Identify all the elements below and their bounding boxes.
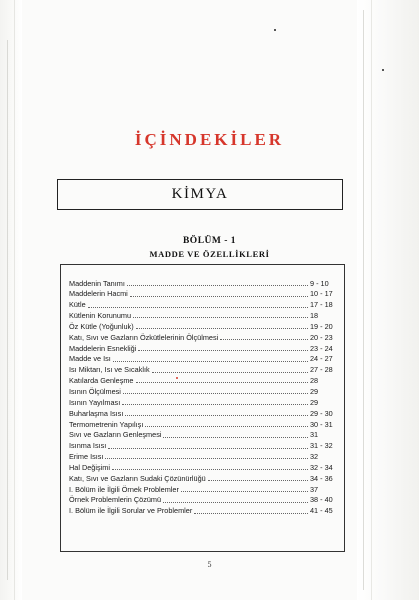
toc-entry-title: Madde ve Isı <box>69 354 111 364</box>
toc-entry-title: Erime Isısı <box>69 452 104 462</box>
toc-entry-pages: 34 - 36 <box>310 473 333 483</box>
toc-entry-pages: 32 <box>310 452 319 462</box>
dot-leader <box>163 437 308 438</box>
toc-entry-pages: 28 <box>310 376 319 386</box>
toc-entry-pages: 31 - 32 <box>310 441 333 451</box>
toc-entry <box>69 352 340 363</box>
toc-entry <box>69 363 340 374</box>
toc-entry <box>69 276 340 287</box>
toc-entry <box>69 384 340 395</box>
toc-entry <box>69 417 340 428</box>
dot-leader <box>105 458 308 459</box>
toc-entry-title: Isının Yayılması <box>69 397 121 407</box>
toc-entry-title: Hal Değişimi <box>69 462 110 472</box>
dot-leader <box>136 328 308 329</box>
dot-leader <box>194 513 308 514</box>
toc-entry-title: I. Bölüm ile İlgili Örnek Problemler <box>69 484 179 494</box>
dot-leader <box>112 469 308 470</box>
toc-entry-pages: 29 <box>310 386 319 396</box>
dot-leader <box>122 404 308 405</box>
subject-title-box <box>57 179 343 210</box>
toc-entry <box>69 460 340 471</box>
toc-entry-title: Katı, Sıvı ve Gazların Özkütlelerinin Ölçülmesi <box>69 332 219 342</box>
toc-entry-title: Örnek Problemlerin Çözümü <box>69 495 162 505</box>
dot-leader <box>108 448 308 449</box>
toc-entry-pages: 9 - 10 <box>310 278 329 288</box>
toc-entry-title: Buharlaşma Isısı <box>69 408 124 418</box>
dot-leader <box>127 285 308 286</box>
toc-entry-pages: 17 - 18 <box>310 300 333 310</box>
dot-leader <box>220 339 308 340</box>
toc-entry <box>69 319 340 330</box>
dot-leader <box>138 350 308 351</box>
toc-entry <box>69 341 340 352</box>
toc-entry-title: Termometrenin Yapılışı <box>69 419 144 429</box>
toc-entry-pages: 37 <box>310 484 319 494</box>
dot-leader <box>208 480 308 481</box>
toc-entry <box>69 504 340 515</box>
toc-entry-pages: 20 - 23 <box>310 332 333 342</box>
dot-leader <box>163 502 308 503</box>
toc-entry-pages: 29 - 30 <box>310 408 333 418</box>
toc-entry <box>69 428 340 439</box>
subject-title: KİMYA <box>171 186 229 202</box>
toc-entry <box>69 493 340 504</box>
dot-leader <box>133 317 308 318</box>
toc-entry-title: Kütle <box>69 300 86 310</box>
toc-entry <box>69 482 340 493</box>
section-title: MADDE VE ÖZELLİKLERİ <box>149 249 270 259</box>
dot-leader <box>113 361 308 362</box>
table-of-contents <box>60 264 345 552</box>
toc-entry-pages: 10 - 17 <box>310 289 333 299</box>
dot-leader <box>125 415 308 416</box>
toc-entry-pages: 27 - 28 <box>310 365 333 375</box>
toc-entry <box>69 439 340 450</box>
toc-entry-pages: 29 <box>310 397 319 407</box>
toc-entry <box>69 471 340 482</box>
dot-leader <box>130 296 308 297</box>
toc-entry-title: Maddelerin Hacmi <box>69 289 128 299</box>
toc-entry-pages: 41 - 45 <box>310 506 333 516</box>
scan-speck <box>382 69 384 71</box>
toc-entry <box>69 298 340 309</box>
toc-entry <box>69 374 340 385</box>
dot-leader <box>123 393 308 394</box>
toc-entry-pages: 32 - 34 <box>310 462 333 472</box>
toc-entry-pages: 38 - 40 <box>310 495 333 505</box>
toc-entry-pages: 23 - 24 <box>310 343 333 353</box>
toc-entry-title: Isı Miktarı, Isı ve Sıcaklık <box>69 365 150 375</box>
toc-entry <box>69 395 340 406</box>
toc-entry-pages: 31 <box>310 430 319 440</box>
toc-entry-pages: 30 - 31 <box>310 419 333 429</box>
toc-entry-title: Maddenin Tanımı <box>69 278 125 288</box>
toc-entry <box>69 287 340 298</box>
dot-leader <box>145 426 308 427</box>
toc-entry-title: Katılarda Genleşme <box>69 376 134 386</box>
binding-edge <box>0 0 22 600</box>
scan-speck <box>274 29 276 31</box>
toc-entry-title: Öz Kütle (Yoğunluk) <box>69 321 134 331</box>
toc-entry <box>69 330 340 341</box>
toc-entry-title: Kütlenin Korunumu <box>69 311 132 321</box>
toc-entry-title: Isınma Isısı <box>69 441 107 451</box>
toc-entry <box>69 450 340 461</box>
page-number: 5 <box>207 560 212 569</box>
page-heading: İÇİNDEKİLER <box>134 130 285 149</box>
page-edge <box>357 0 419 600</box>
toc-entry-title: I. Bölüm ile İlgili Sorular ve Problemler <box>69 506 193 516</box>
toc-entry <box>69 309 340 320</box>
section-label: BÖLÜM - 1 <box>182 236 237 246</box>
toc-entry <box>69 406 340 417</box>
toc-entry-pages: 19 - 20 <box>310 321 333 331</box>
toc-list <box>69 276 340 515</box>
dot-leader <box>152 372 308 373</box>
dot-leader <box>181 491 308 492</box>
toc-entry-pages: 18 <box>310 311 319 321</box>
toc-entry-title: Isının Ölçülmesi <box>69 386 121 396</box>
dot-leader <box>88 307 308 308</box>
toc-entry-title: Maddelerin Esnekliği <box>69 343 137 353</box>
toc-entry-title: Katı, Sıvı ve Gazların Sudaki Çözünürlüğü <box>69 473 206 483</box>
toc-entry-title: Sıvı ve Gazların Genleşmesi <box>69 430 162 440</box>
toc-entry-pages: 24 - 27 <box>310 354 333 364</box>
dot-leader <box>136 382 309 383</box>
